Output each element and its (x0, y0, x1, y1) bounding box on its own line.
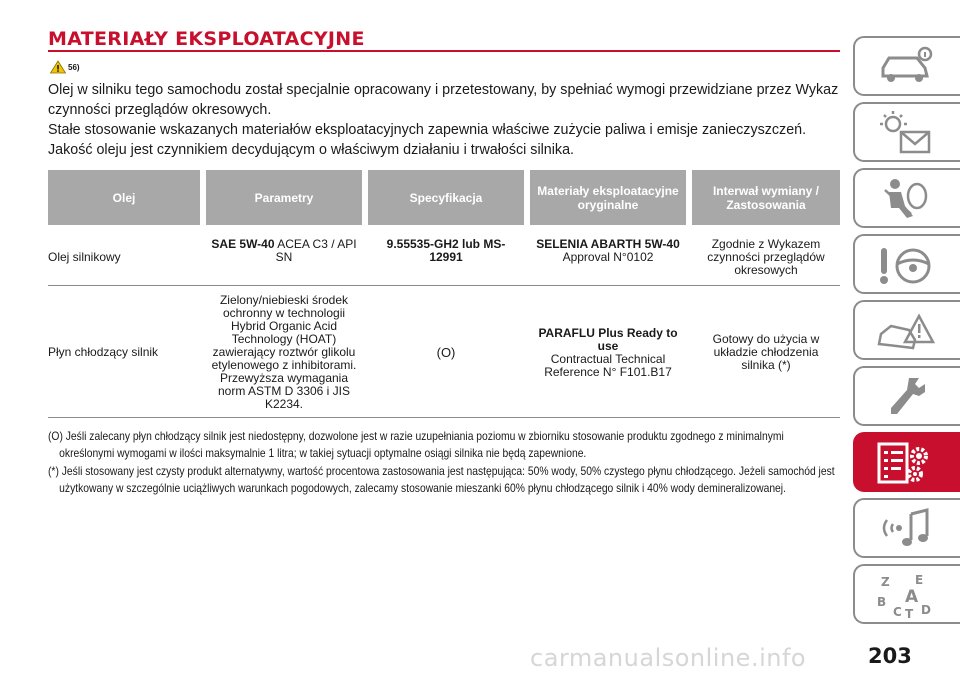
consumables-table (48, 170, 840, 418)
cell-specification: 9.55535-GH2 lub MS-12991 (368, 225, 524, 286)
accident-warning-icon (875, 308, 935, 354)
header-original-fluids: Materiały eksploatacyjne oryginalne (530, 170, 686, 225)
table-row (48, 286, 840, 418)
index-letter: C (893, 605, 902, 618)
original-fluid-reference: Contractual Technical Reference N° F101.B17 (544, 351, 672, 379)
warning-reference (50, 60, 80, 74)
header-specification: Specyfikacja (368, 170, 524, 225)
index-letter: Z (881, 575, 890, 589)
dashboard-lights-icon (875, 110, 935, 156)
title-rule (48, 50, 840, 52)
header-interval: Interwał wymiany / Zastosowania (692, 170, 840, 225)
page-number: 203 (868, 644, 912, 668)
index-letter: A (905, 587, 919, 607)
original-fluid-approval: Approval N°0102 (562, 250, 654, 264)
quality-paragraph: Stałe stosowanie wskazanych materiałów eksploatacyjnych zapewnia właściwe zużycie paliwa i emisje zanieczyszczeń. Jakość oleju jest czynnikiem decydującym o właściwym działaniu i trwałości silnika. (48, 122, 807, 158)
specifications-icon (875, 440, 935, 486)
index-letter: D (921, 603, 931, 617)
watermark: carmanualsonline.info (530, 644, 807, 672)
tab-starting-driving[interactable] (853, 234, 960, 294)
cell-specification: (O) (368, 286, 524, 418)
tab-dashboard-lights[interactable] (853, 102, 960, 162)
parameters-standards: ACEA C3 / API SN (274, 237, 357, 264)
cell-interval: Gotowy do użycia w układzie chłodzenia silnika (*) (692, 286, 840, 418)
footnote-o: (O) Jeśli zalecany płyn chłodzący silnik jest niedostępny, dozwolone jest w razie uzupełniania poziomu w zbiorniku stosowanie produktu zgodnego z minimalnymi określonymi wymogami w ilości maksymalnie 1 litra; w takiej sytuacji optymalne osiągi silnika nie będą zapewnione. (48, 429, 784, 460)
cell-original-fluid (530, 286, 686, 418)
table-header-row (48, 170, 840, 225)
footnote-asterisk: (*) Jeśli stosowany jest czysty produkt alternatywny, wartość procentowa zastosowania jest następująca: 50% wody, 50% czystego płynu chłodzącego. Jeżeli samochód jest użytkowany w szczególnie uciążliwych warunkach pogodowych, zalecamy stosowanie mieszanki 60% płynu chłodzącego silnik i 40% wody demineralizowanej. (48, 464, 835, 495)
index-letter: T (905, 607, 914, 618)
header-parameters: Parametry (206, 170, 362, 225)
table-footnotes (48, 428, 840, 498)
multimedia-icon (875, 506, 935, 552)
tab-emergency[interactable] (853, 300, 960, 360)
wrench-icon (875, 374, 935, 420)
cell-parameters: Zielony/niebieski środek ochronny w technologii Hybrid Organic Acid Technology (HOAT) zawierający roztwór glikolu etylenowego z inhibitorami. Przewyższa wymagania norm ASTM D 3306 i JIS K2234. (206, 286, 362, 418)
tab-specifications[interactable] (853, 432, 960, 492)
index-letters-icon (875, 572, 935, 618)
warning-triangle-icon (50, 60, 66, 74)
tab-maintenance[interactable] (853, 366, 960, 426)
cell-interval: Zgodnie z Wykazem czynności przeglądów okresowych (692, 225, 840, 286)
tab-vehicle[interactable] (853, 36, 960, 96)
cell-parameters (206, 225, 362, 286)
header-oil: Olej (48, 170, 200, 225)
table-row (48, 225, 840, 286)
tab-index[interactable] (853, 564, 960, 624)
index-letter: B (877, 595, 887, 609)
tab-multimedia[interactable] (853, 498, 960, 558)
warning-reference-number: 56) (68, 62, 80, 72)
car-icon (875, 44, 935, 90)
page-title: MATERIAŁY EKSPLOATACYJNE (48, 28, 365, 50)
parameters-grade: SAE 5W-40 (211, 237, 275, 251)
steering-wheel-icon (875, 242, 935, 288)
tab-safety[interactable] (853, 168, 960, 228)
chapter-tabs (853, 0, 960, 678)
index-letter: E (915, 573, 924, 587)
safety-airbag-icon (875, 176, 935, 222)
cell-oil-type: Olej silnikowy (48, 225, 200, 286)
original-fluid-name: SELENIA ABARTH 5W-40 (536, 237, 680, 251)
intro-paragraph: Olej w silniku tego samochodu został specjalnie opracowany i przetestowany, by spełniać wymogi przewidziane przez Wykaz czynności przeglądów okresowych. (48, 82, 839, 118)
cell-original-fluid (530, 225, 686, 286)
original-fluid-name: PARAFLU Plus Ready to use (538, 325, 678, 353)
cell-oil-type: Płyn chłodzący silnik (48, 286, 200, 418)
